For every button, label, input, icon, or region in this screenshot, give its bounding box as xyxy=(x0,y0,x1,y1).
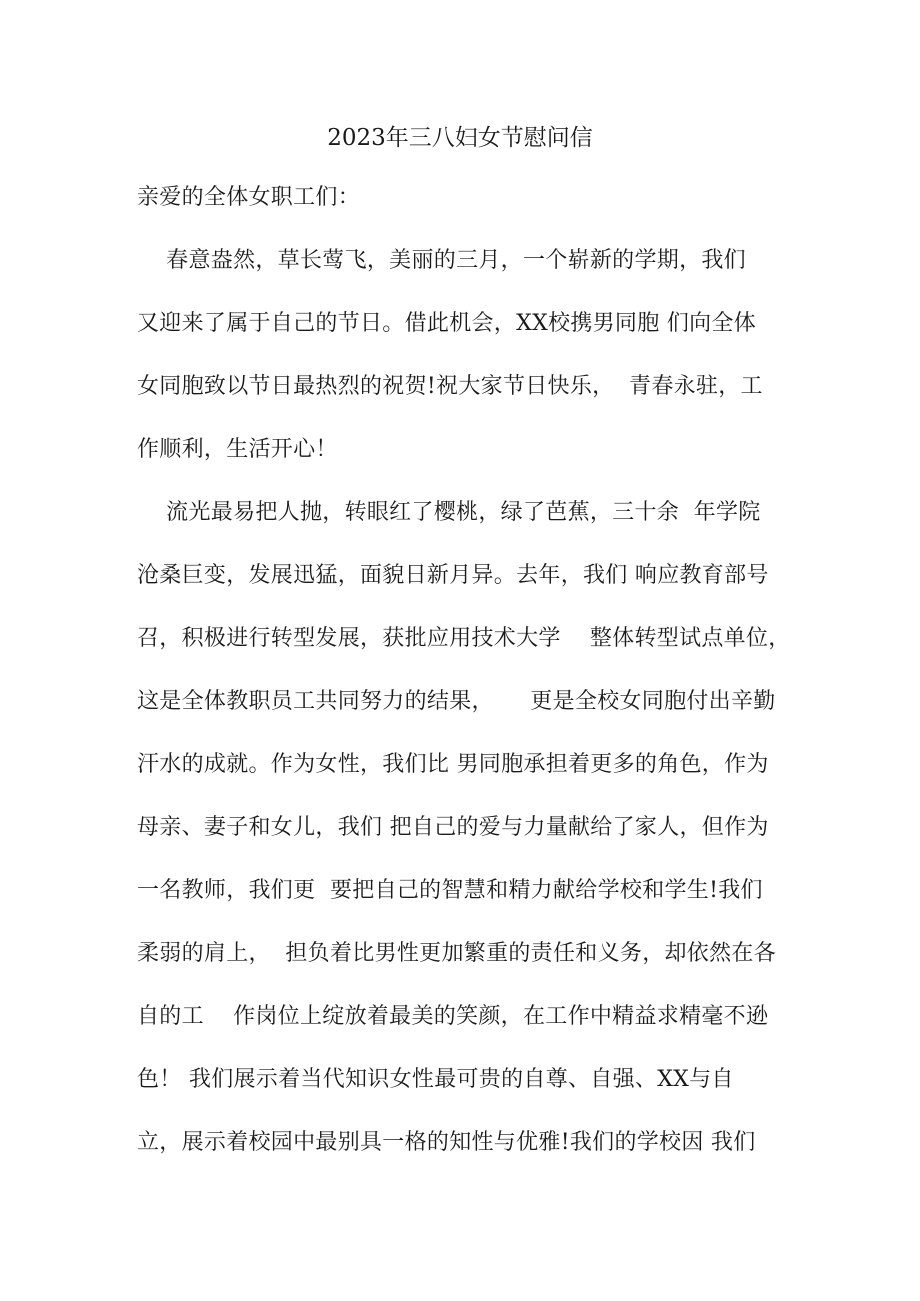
body-line-6: 沧桑巨变，发展迅猛，面貌日新月异。去年，我们 响应教育部号 xyxy=(137,563,769,588)
body-line-10: 母亲、妻子和女儿，我们 把自己的爱与力量献给了家人，但作为 xyxy=(137,815,769,840)
document-title: 2023年三八妇女节慰问信 xyxy=(327,125,593,151)
body-line-14: 色！ 我们展示着当代知识女性最可贵的自尊、自强、XX与自 xyxy=(137,1067,734,1092)
greeting-line: 亲爱的全体女职工们： xyxy=(137,185,361,210)
body-line-8: 这是全体教职员工共同努力的结果， 更是全校女同胞付出辛勤 xyxy=(137,689,776,714)
body-line-3: 女同胞致以节日最热烈的祝贺!祝大家节日快乐， 青春永驻，工 xyxy=(137,374,763,399)
body-line-11: 一名教师，我们更 要把自己的智慧和精力献给学校和学生!我们 xyxy=(137,878,763,903)
body-line-13: 自的工 作岗位上绽放着最美的笑颜，在工作中精益求精毫不逊 xyxy=(137,1004,769,1029)
body-line-1: 春意盎然，草长莺飞，美丽的三月，一个崭新的学期，我们 xyxy=(137,248,746,273)
body-line-2: 又迎来了属于自己的节日。借此机会，XX校携男同胞 们向全体 xyxy=(137,311,757,336)
body-line-12: 柔弱的肩上， 担负着比男性更加繁重的责任和义务，却依然在各 xyxy=(137,941,776,966)
body-line-5: 流光最易把人抛，转眼红了樱桃，绿了芭蕉，三十余 年学院 xyxy=(137,500,761,525)
body-line-7: 召，积极进行转型发展，获批应用技术大学 整体转型试点单位， xyxy=(137,626,791,651)
body-line-4: 作顺利，生活开心！ xyxy=(137,437,338,462)
body-line-15: 立，展示着校园中最别具一格的知性与优雅!我们的学校因 我们 xyxy=(137,1130,756,1155)
body-line-9: 汗水的成就。作为女性，我们比 男同胞承担着更多的角色，作为 xyxy=(137,752,769,777)
